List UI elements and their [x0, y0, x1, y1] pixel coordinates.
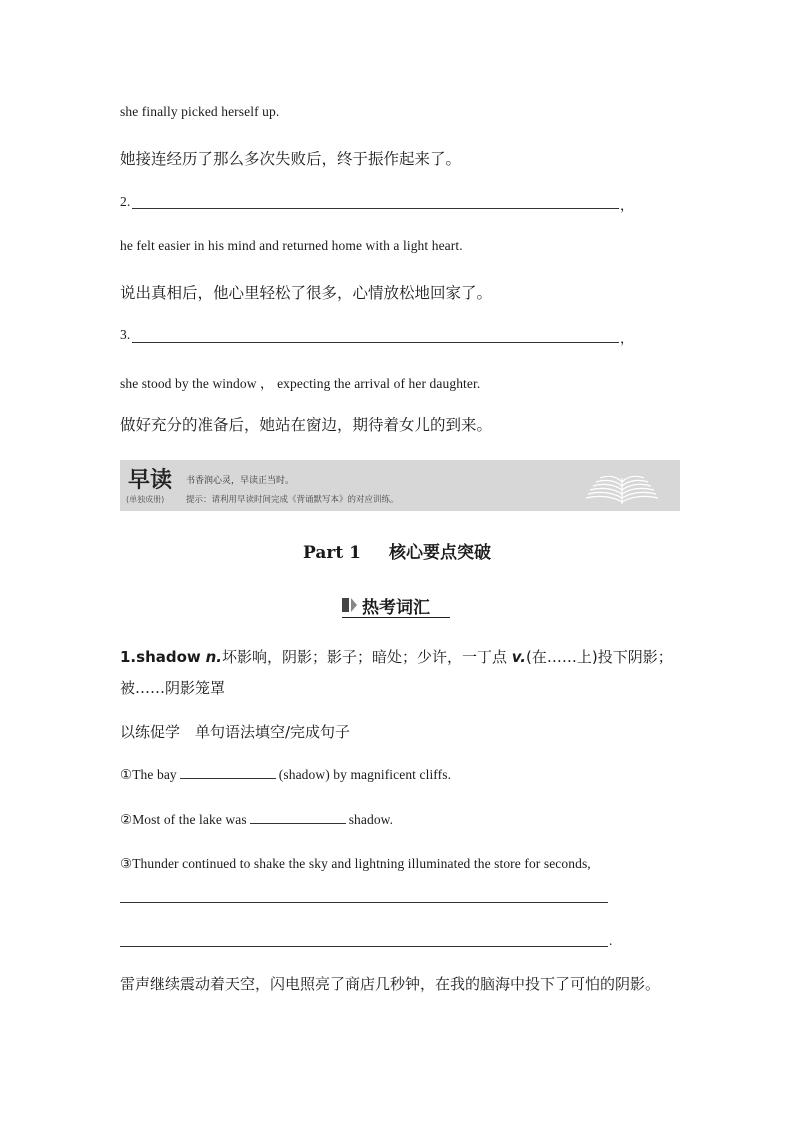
exercise-1 — [120, 766, 451, 783]
section-title: 热考词汇 — [362, 598, 430, 618]
exercise-3-period: . — [609, 933, 613, 948]
question-2-number: 2. — [120, 194, 131, 209]
question-2-answer-blank[interactable] — [132, 208, 619, 209]
banner-title: 早读 — [128, 468, 173, 493]
vocab-entry-shadow — [120, 646, 673, 667]
exercise-3-blank-line-1[interactable] — [120, 902, 608, 903]
banner-slogan: 书香润心灵，早读正当时。 — [186, 476, 295, 486]
part-title: 核心要点突破 — [388, 543, 491, 563]
exercise-3-blank-line-2[interactable] — [120, 946, 608, 947]
question-3-comma: ， — [620, 331, 634, 346]
exercise-1-end: (shadow) by magnificent cliffs. — [278, 767, 452, 782]
sentence-2-english: he felt easier in his mind and returned home with a light heart. — [120, 238, 463, 253]
vocab-word: shadow — [136, 648, 201, 666]
question-2-comma: ， — [620, 198, 634, 213]
exercise-2-start: ②Most of the lake was — [120, 812, 247, 827]
exercise-2-blank[interactable] — [250, 811, 346, 824]
part-label: Part 1 — [303, 543, 361, 563]
sentence-2-chinese: 说出真相后，他心里轻松了很多，心情放松地回家了。 — [120, 284, 493, 302]
practice-heading: 以练促学 单句语法填空/完成句子 — [120, 723, 351, 741]
question-3-number: 3. — [120, 327, 131, 342]
sentence-3-chinese: 做好充分的准备后，她站在窗边，期待着女儿的到来。 — [120, 416, 493, 434]
vocab-meaning-verb: (在……上)投下阴影； — [526, 648, 673, 666]
vocab-meaning-verb-continued: 被……阴影笼罩 — [120, 679, 226, 697]
exercise-3-chinese: 雷声继续震动着天空，闪电照亮了商店几秒钟，在我的脑海中投下了可怕的阴影。 — [120, 975, 661, 993]
sentence-3-english: she stood by the window ， expecting the arrival of her daughter. — [120, 376, 481, 391]
section-underline — [342, 617, 450, 618]
exercise-1-blank[interactable] — [180, 766, 276, 779]
vocab-number: 1. — [120, 648, 137, 666]
banner-subtitle: (单独成册) — [126, 495, 165, 504]
section-marker-icon — [342, 597, 358, 613]
exercise-1-start: ①The bay — [120, 767, 177, 782]
part-heading — [0, 538, 794, 563]
open-book-icon — [582, 468, 662, 506]
vocab-meaning-noun: 坏影响，阴影；影子；暗处；少许，一丁点 — [221, 648, 507, 666]
banner-tip: 提示：请利用早读时间完成《背诵默写本》的对应训练。 — [186, 495, 399, 505]
vocab-pos-verb: v. — [511, 648, 527, 666]
sentence-1-english: she finally picked herself up. — [120, 104, 280, 119]
exercise-2 — [120, 811, 393, 828]
exercise-3: ③Thunder continued to shake the sky and lightning illuminated the store for seconds, — [120, 856, 591, 871]
exercise-2-end: shadow. — [348, 812, 394, 827]
vocab-pos-noun: n. — [205, 648, 222, 666]
sentence-1-chinese: 她接连经历了那么多次失败后，终于振作起来了。 — [120, 150, 462, 168]
morning-reading-banner — [120, 460, 680, 511]
question-3-answer-blank[interactable] — [132, 342, 619, 343]
